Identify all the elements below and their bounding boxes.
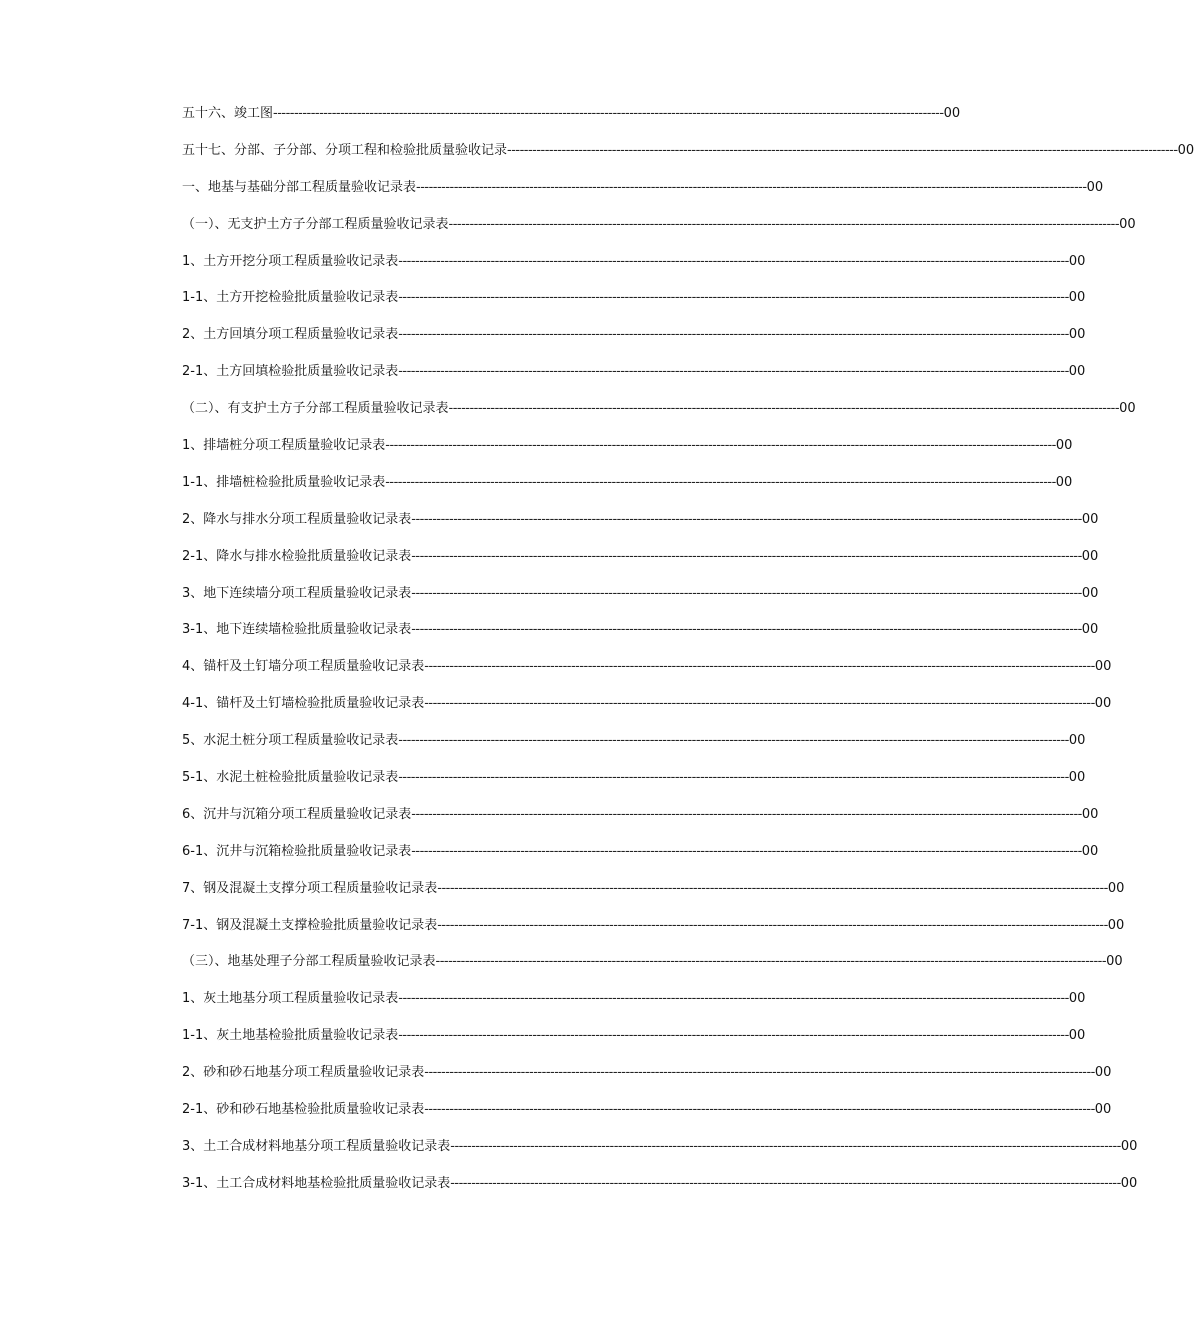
toc-entry-title: 一、地基与基础分部工程质量验收记录表 — [182, 179, 417, 195]
toc-entry — [182, 731, 1086, 768]
toc-entry-page-number: 00 — [1177, 142, 1194, 158]
toc-entry-page-number: 00 — [1068, 991, 1086, 1007]
toc-entry-page-number: 00 — [1086, 179, 1104, 195]
toc-entry-page-number: 00 — [1055, 438, 1073, 454]
toc-dot-leader: ---------------------------------------------------------------------------------------------------------------------------------------------------------------- — [398, 364, 1069, 380]
toc-dot-leader: ---------------------------------------------------------------------------------------------------------------------------------------------------------------- — [398, 770, 1069, 786]
toc-entry-page-number: 00 — [1068, 253, 1086, 269]
toc-entry-page-number: 00 — [1081, 511, 1099, 527]
toc-entry-title: 2、降水与排水分项工程质量验收记录表 — [182, 511, 412, 527]
toc-entry-title: 1-1、土方开挖检验批质量验收记录表 — [182, 290, 399, 306]
toc-entry-page-number: 00 — [1081, 548, 1099, 564]
toc-entry — [182, 1137, 1138, 1174]
toc-dot-leader: ---------------------------------------------------------------------------------------------------------------------------------------------------------------- — [398, 733, 1069, 749]
toc-entry-title: 3-1、土工合成材料地基检验批质量验收记录表 — [182, 1175, 451, 1191]
toc-entry — [182, 288, 1086, 325]
toc-entry — [182, 584, 1099, 621]
toc-entry — [182, 547, 1099, 584]
toc-entry — [182, 141, 1194, 178]
toc-entry — [182, 436, 1073, 473]
toc-entry — [182, 1100, 1112, 1137]
toc-entry-title: 4、锚杆及土钉墙分项工程质量验收记录表 — [182, 659, 425, 675]
toc-entry-title: 五十六、竣工图 — [182, 106, 274, 121]
toc-dot-leader: ---------------------------------------------------------------------------------------------------------------------------------------------------------------- — [450, 1175, 1121, 1191]
table-of-contents — [182, 104, 1194, 1211]
toc-entry-title: 7-1、钢及混凝土支撑检验批质量验收记录表 — [182, 917, 438, 933]
toc-dot-leader: ---------------------------------------------------------------------------------------------------------------------------------------------------------------- — [398, 1028, 1069, 1044]
toc-entry-title: 2、土方回填分项工程质量验收记录表 — [182, 327, 399, 343]
toc-dot-leader: ---------------------------------------------------------------------------------------------------------------------------------------------------------------- — [448, 401, 1120, 417]
toc-entry-title: 2、砂和砂石地基分项工程质量验收记录表 — [182, 1065, 425, 1081]
toc-entry — [182, 1063, 1112, 1100]
toc-entry-page-number: 00 — [1094, 696, 1112, 712]
toc-entry-title: 6-1、沉井与沉箱检验批质量验收记录表 — [182, 843, 412, 859]
toc-entry — [182, 215, 1136, 252]
toc-entry-page-number: 00 — [1068, 364, 1086, 380]
toc-dot-leader: ---------------------------------------------------------------------------------------------------------------------------------------------------------------- — [450, 1138, 1121, 1154]
toc-dot-leader: ---------------------------------------------------------------------------------------------------------------------------------------------------------------- — [398, 327, 1069, 343]
toc-dot-leader: ---------------------------------------------------------------------------------------------------------------------------------------------------------------- — [411, 511, 1082, 527]
toc-dot-leader: ---------------------------------------------------------------------------------------------------------------------------------------------------------------- — [411, 843, 1082, 859]
toc-dot-leader: ---------------------------------------------------------------------------------------------------------------------------------------------------------------- — [416, 179, 1087, 195]
toc-entry-page-number: 00 — [1094, 659, 1112, 675]
toc-entry — [182, 104, 961, 141]
toc-entry-page-number: 00 — [1081, 622, 1099, 638]
toc-dot-leader: ---------------------------------------------------------------------------------------------------------------------------------------------------------------- — [411, 806, 1082, 822]
toc-entry-page-number: 00 — [1068, 1028, 1086, 1044]
toc-entry-page-number: 00 — [1081, 843, 1099, 859]
toc-dot-leader: ---------------------------------------------------------------------------------------------------------------------------------------------------------------- — [411, 622, 1082, 638]
toc-entry-title: 2-1、降水与排水检验批质量验收记录表 — [182, 548, 412, 564]
toc-entry — [182, 1026, 1086, 1063]
toc-entry-page-number: 00 — [1094, 1065, 1112, 1081]
toc-entry-page-number: 00 — [943, 106, 961, 121]
toc-entry-title: （三）、地基处理子分部工程质量验收记录表 — [182, 954, 436, 970]
toc-dot-leader: ---------------------------------------------------------------------------------------------------------------------------------------------------------------- — [448, 216, 1120, 232]
toc-entry-title: 5、水泥土桩分项工程质量验收记录表 — [182, 733, 399, 749]
toc-entry-title: 4-1、锚杆及土钉墙检验批质量验收记录表 — [182, 696, 425, 712]
toc-dot-leader: ---------------------------------------------------------------------------------------------------------------------------------------------------------------- — [398, 290, 1069, 306]
toc-dot-leader: ---------------------------------------------------------------------------------------------------------------------------------------------------------------- — [411, 585, 1082, 601]
toc-entry-page-number: 00 — [1081, 585, 1099, 601]
toc-dot-leader: ---------------------------------------------------------------------------------------------------------------------------------------------------------------- — [435, 954, 1107, 970]
toc-entry — [182, 952, 1123, 989]
toc-entry — [182, 620, 1099, 657]
toc-entry-title: 5-1、水泥土桩检验批质量验收记录表 — [182, 770, 399, 786]
toc-entry-title: （二）、有支护土方子分部工程质量验收记录表 — [182, 401, 449, 417]
toc-dot-leader: ---------------------------------------------------------------------------------------------------------------------------------------------------------------- — [424, 696, 1095, 712]
toc-entry — [182, 879, 1125, 916]
toc-entry-page-number: 00 — [1094, 1102, 1112, 1118]
toc-entry — [182, 510, 1099, 547]
toc-entry — [182, 399, 1136, 436]
toc-entry-page-number: 00 — [1106, 954, 1123, 970]
toc-entry-title: 2-1、砂和砂石地基检验批质量验收记录表 — [182, 1102, 425, 1118]
toc-entry — [182, 325, 1086, 362]
toc-entry — [182, 657, 1112, 694]
toc-dot-leader: ---------------------------------------------------------------------------------------------------------------------------------------------------------------- — [398, 991, 1069, 1007]
toc-entry-page-number: 00 — [1120, 1138, 1138, 1154]
toc-entry — [182, 768, 1086, 805]
toc-entry-page-number: 00 — [1107, 880, 1125, 896]
toc-entry-page-number: 00 — [1120, 1175, 1138, 1191]
toc-entry-page-number: 00 — [1081, 806, 1099, 822]
toc-entry-title: 1、土方开挖分项工程质量验收记录表 — [182, 253, 399, 269]
toc-entry — [182, 989, 1086, 1026]
toc-dot-leader: ---------------------------------------------------------------------------------------------------------------------------------------------------------------- — [437, 880, 1108, 896]
toc-dot-leader: ---------------------------------------------------------------------------------------------------------------------------------------------------------------- — [273, 106, 944, 121]
toc-entry-page-number: 00 — [1068, 327, 1086, 343]
toc-entry-title: 1、灰土地基分项工程质量验收记录表 — [182, 991, 399, 1007]
toc-dot-leader: ---------------------------------------------------------------------------------------------------------------------------------------------------------------- — [424, 659, 1095, 675]
toc-entry-title: 3-1、地下连续墙检验批质量验收记录表 — [182, 622, 412, 638]
toc-dot-leader: ---------------------------------------------------------------------------------------------------------------------------------------------------------------- — [507, 142, 1178, 158]
toc-entry-page-number: 00 — [1055, 474, 1073, 490]
toc-entry — [182, 473, 1073, 510]
toc-entry-title: （一）、无支护土方子分部工程质量验收记录表 — [182, 216, 449, 232]
toc-dot-leader: ---------------------------------------------------------------------------------------------------------------------------------------------------------------- — [437, 917, 1108, 933]
toc-entry-title: 3、土工合成材料地基分项工程质量验收记录表 — [182, 1138, 451, 1154]
toc-entry-page-number: 00 — [1068, 770, 1086, 786]
toc-entry-page-number: 00 — [1068, 733, 1086, 749]
toc-entry-title: 6、沉井与沉箱分项工程质量验收记录表 — [182, 806, 412, 822]
toc-dot-leader: ---------------------------------------------------------------------------------------------------------------------------------------------------------------- — [398, 253, 1069, 269]
toc-entry — [182, 362, 1086, 399]
toc-entry — [182, 178, 1104, 215]
toc-entry-title: 1-1、灰土地基检验批质量验收记录表 — [182, 1028, 399, 1044]
toc-entry-page-number: 00 — [1068, 290, 1086, 306]
toc-entry-page-number: 00 — [1119, 401, 1136, 417]
toc-entry-title: 1、排墙桩分项工程质量验收记录表 — [182, 438, 386, 454]
toc-dot-leader: ---------------------------------------------------------------------------------------------------------------------------------------------------------------- — [385, 474, 1056, 490]
toc-entry — [182, 916, 1125, 953]
toc-entry-page-number: 00 — [1119, 216, 1136, 232]
toc-entry — [182, 805, 1099, 842]
toc-dot-leader: ---------------------------------------------------------------------------------------------------------------------------------------------------------------- — [424, 1065, 1095, 1081]
toc-dot-leader: ---------------------------------------------------------------------------------------------------------------------------------------------------------------- — [385, 438, 1056, 454]
toc-entry-page-number: 00 — [1107, 917, 1125, 933]
toc-entry-title: 7、钢及混凝土支撑分项工程质量验收记录表 — [182, 880, 438, 896]
toc-entry — [182, 842, 1099, 879]
toc-entry — [182, 252, 1086, 289]
toc-entry — [182, 694, 1112, 731]
toc-entry-title: 3、地下连续墙分项工程质量验收记录表 — [182, 585, 412, 601]
toc-entry — [182, 1174, 1138, 1211]
toc-dot-leader: ---------------------------------------------------------------------------------------------------------------------------------------------------------------- — [424, 1102, 1095, 1118]
toc-entry-title: 1-1、排墙桩检验批质量验收记录表 — [182, 474, 386, 490]
toc-dot-leader: ---------------------------------------------------------------------------------------------------------------------------------------------------------------- — [411, 548, 1082, 564]
toc-entry-title: 五十七、分部、子分部、分项工程和检验批质量验收记录 — [182, 142, 508, 158]
toc-entry-title: 2-1、土方回填检验批质量验收记录表 — [182, 364, 399, 380]
